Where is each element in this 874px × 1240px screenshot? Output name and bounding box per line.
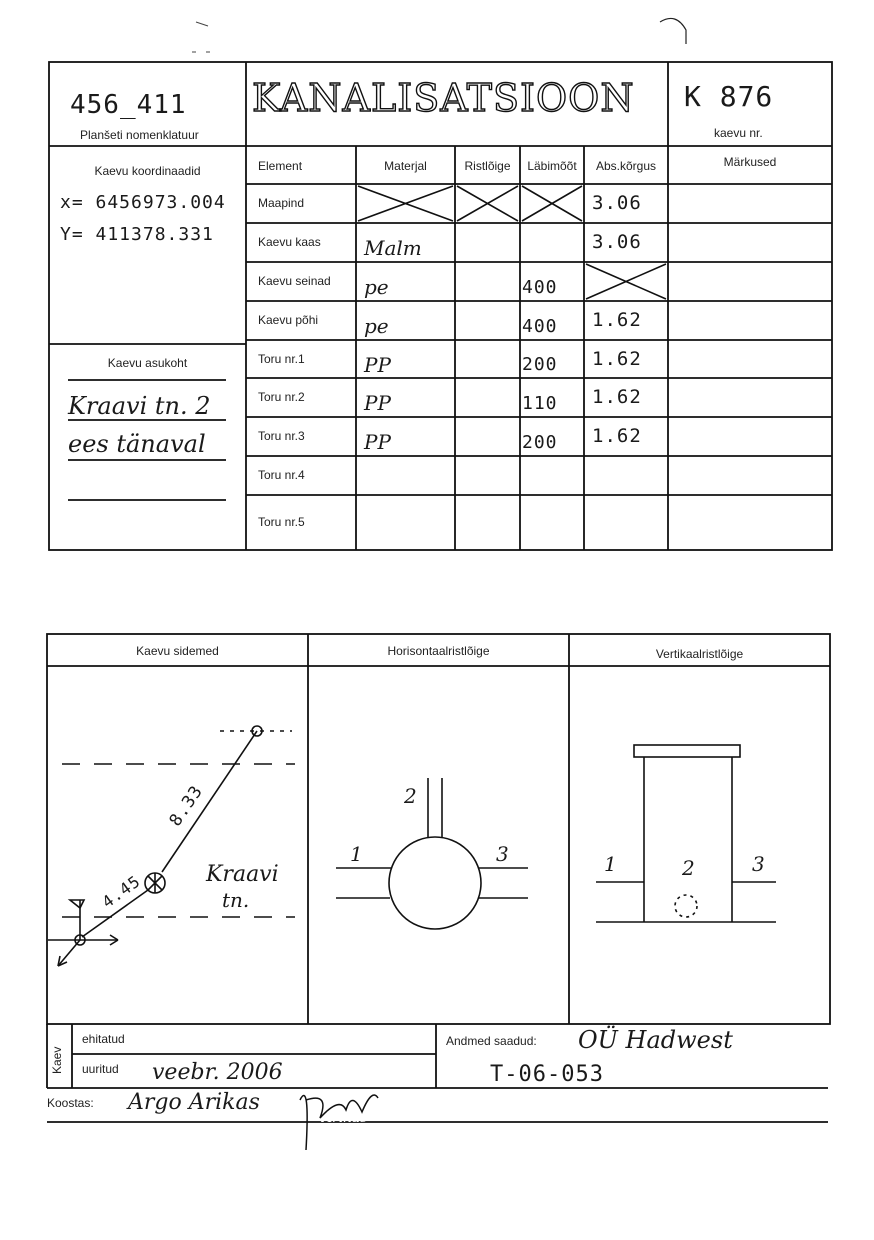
cell-diameter: 200: [522, 432, 558, 453]
cell-abs-height: [592, 262, 668, 301]
cell-abs-height: 1.62: [592, 425, 642, 447]
cell-section: [455, 262, 520, 301]
cell-section: [455, 456, 520, 495]
header-diameter: Läbimõõt: [527, 159, 577, 173]
cell-diameter: [522, 190, 582, 229]
well-number-label: kaevu nr.: [714, 126, 763, 140]
cell-material: PP: [364, 391, 391, 415]
location-line-2: ees tänaval: [68, 430, 206, 458]
cell-diameter: [522, 229, 582, 268]
h-pipe-2: 2: [404, 784, 417, 808]
cell-section: [455, 340, 520, 378]
ties-label: Kaevu sidemed: [136, 644, 219, 658]
cell-abs-height: 1.62: [592, 386, 642, 408]
cell-notes: [672, 262, 828, 301]
v-pipe-2: 2: [682, 856, 695, 880]
data-given-label: Andmed saadud:: [446, 1034, 537, 1048]
location-line-1: Kraavi tn. 2: [68, 392, 211, 420]
page-title: KANALISATSIOON: [252, 76, 635, 120]
cell-element: Toru nr.5: [258, 515, 305, 529]
well-side-label: Kaev: [50, 1046, 64, 1074]
plansheet-value: 456_411: [70, 90, 187, 120]
cell-notes: [672, 495, 828, 550]
cell-element: Kaevu seinad: [258, 274, 331, 288]
cell-diameter: 110: [522, 393, 558, 414]
cell-element: Toru nr.2: [258, 390, 305, 404]
cell-diameter: [522, 462, 582, 501]
tie-distance-2: 4.45: [98, 871, 145, 912]
h-pipe-1: 1: [350, 842, 363, 866]
cell-abs-height: [592, 495, 668, 550]
cell-notes: [672, 184, 828, 223]
cell-diameter: 400: [522, 277, 558, 298]
cell-element: Toru nr.1: [258, 352, 305, 366]
cell-abs-height: 1.62: [592, 348, 642, 370]
header-material: Materjal: [384, 159, 427, 173]
tie-distance-1: 8.33: [165, 781, 208, 831]
cell-material: Malm: [364, 236, 422, 260]
horizontal-section-label: Horisontaalristlõige: [387, 644, 490, 658]
plansheet-label: Planšeti nomenklatuur: [80, 128, 199, 142]
compiled-label: Koostas:: [47, 1096, 94, 1110]
compiled-value: Argo Arikas: [128, 1090, 260, 1115]
cell-notes: [672, 223, 828, 262]
header-section: Ristlõige: [464, 159, 511, 173]
cell-abs-height: 3.06: [592, 192, 642, 214]
cell-material: PP: [364, 353, 391, 377]
cell-notes: [672, 340, 828, 378]
built-label: ehitatud: [82, 1032, 125, 1046]
coordinates-label: Kaevu koordinaadid: [94, 164, 201, 178]
cell-material: pe: [364, 275, 389, 299]
header-element: Element: [258, 159, 303, 173]
cell-element: Toru nr.4: [258, 468, 305, 482]
cell-abs-height: 1.62: [592, 309, 642, 331]
v-pipe-1: 1: [604, 852, 617, 876]
cell-abs-height: [592, 456, 668, 495]
cell-diameter: [522, 501, 582, 556]
cell-material: [364, 462, 454, 501]
data-code: T-06-053: [490, 1062, 604, 1087]
cell-material: [364, 501, 454, 556]
h-pipe-3: 3: [496, 842, 509, 866]
cell-section: [455, 378, 520, 417]
cell-material: PP: [364, 430, 391, 454]
cell-section: [455, 223, 520, 262]
cell-section: [455, 184, 520, 223]
cell-abs-height: 3.06: [592, 231, 642, 253]
cell-element: Toru nr.3: [258, 429, 305, 443]
well-number-value: K 876: [684, 80, 774, 113]
vertical-section-label: Vertikaalristlõige: [655, 647, 744, 661]
cell-diameter: 200: [522, 354, 558, 375]
cell-notes: [672, 417, 828, 456]
cell-notes: [672, 378, 828, 417]
surveyed-value: veebr. 2006: [152, 1060, 283, 1085]
street-label-1: Kraavi: [206, 862, 279, 887]
coordinate-y: Y= 411378.331: [60, 224, 214, 245]
signature-text: Arikas: [322, 1110, 368, 1126]
header-notes: Märkused: [723, 155, 777, 169]
header-abs-height: Abs.kõrgus: [595, 159, 657, 173]
location-label: Kaevu asukoht: [107, 356, 188, 370]
cell-diameter: 400: [522, 316, 558, 337]
cell-element: Kaevu kaas: [258, 235, 321, 249]
cell-notes: [672, 456, 828, 495]
data-given-value: OÜ Hadwest: [578, 1026, 733, 1054]
coordinate-x: x= 6456973.004: [60, 192, 226, 213]
cell-section: [455, 301, 520, 340]
cell-material: pe: [364, 314, 389, 338]
cell-section: [455, 417, 520, 456]
cell-notes: [672, 301, 828, 340]
cell-element: Maapind: [258, 196, 305, 210]
cell-element: Kaevu põhi: [258, 313, 319, 327]
surveyed-label: uuritud: [82, 1062, 119, 1076]
street-label-2: tn.: [222, 888, 250, 912]
cell-section: [455, 495, 520, 550]
v-pipe-3: 3: [752, 852, 765, 876]
cell-material: [364, 190, 454, 229]
